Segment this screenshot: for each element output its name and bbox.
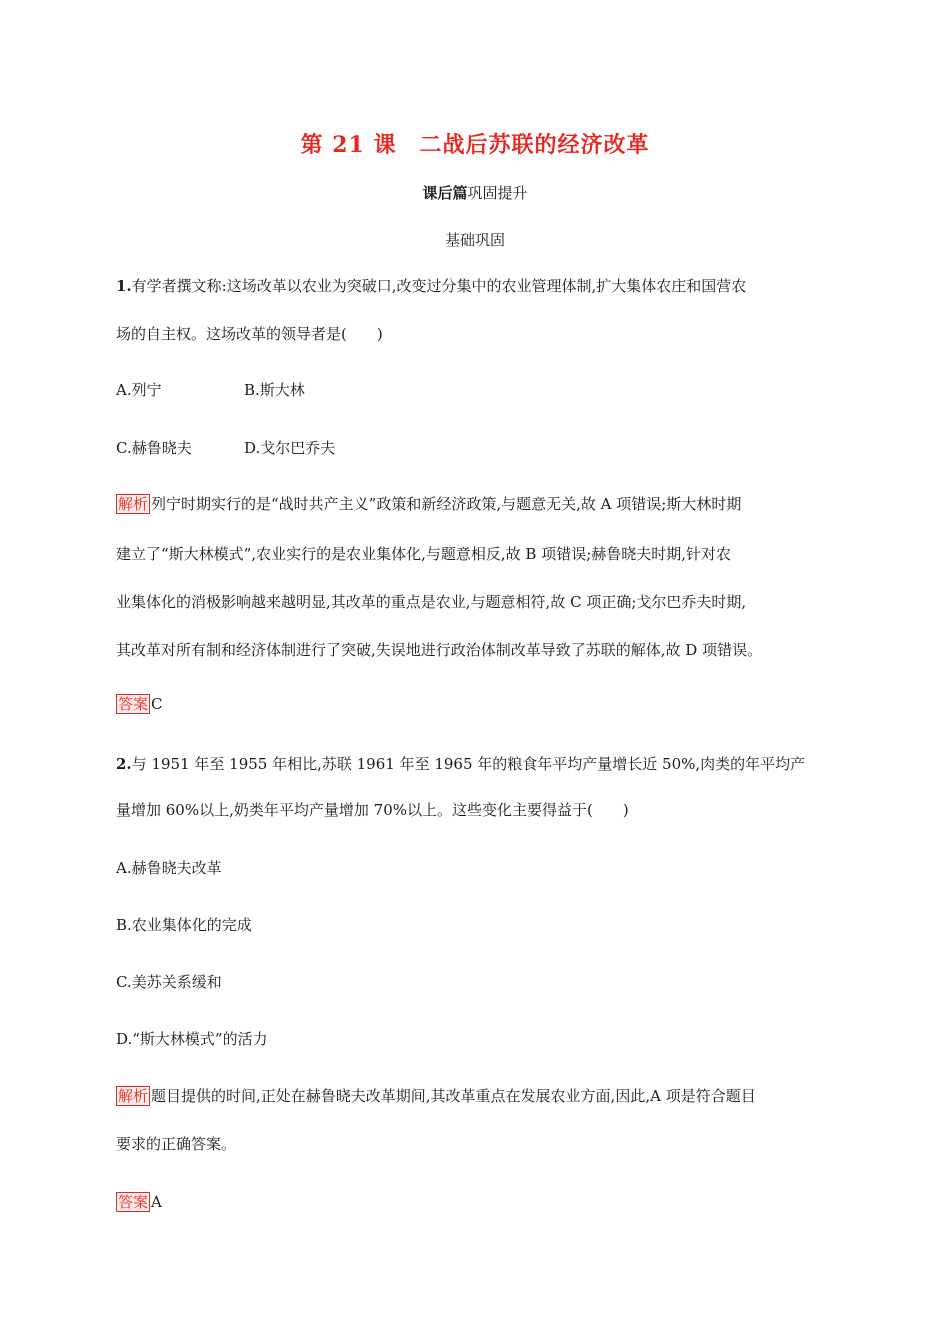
q1-answer-tag: 答案 xyxy=(118,695,149,713)
subtitle-bold: 课后篇 xyxy=(422,184,468,202)
q1-analysis-line4: 其改革对所有制和经济体制进行了突破,失误地进行政治体制改革导致了苏联的解体,故 D 项错误。 xyxy=(116,641,763,659)
q1-answer xyxy=(116,694,836,714)
q2-answer xyxy=(116,1192,836,1212)
q2-option-d: D.“斯大林模式”的活力 xyxy=(116,1030,268,1048)
q2-option-b: B.农业集体化的完成 xyxy=(116,916,252,934)
q1-analysis-text1: 列宁时期实行的是“战时共产主义”政策和新经济政策,与题意无关,故 A 项错误;斯大林时期 xyxy=(151,495,742,513)
q1-stem-text1: 有学者撰文称:这场改革以农业为突破口,改变过分集中的农业管理体制,扩大集体农庄和国营农 xyxy=(131,277,747,295)
q1-option-b: B.斯大林 xyxy=(244,381,305,399)
q2-stem-line1 xyxy=(116,754,836,774)
q2-analysis-tag: 解析 xyxy=(118,1087,149,1105)
q1-analysis-line2: 建立了“斯大林模式”,农业实行的是农业集体化,与题意相反,故 B 项错误;赫鲁晓夫时期,针对农 xyxy=(116,545,732,563)
q2-stem-line2: 量增加 60%以上,奶类年平均产量增加 70%以上。这些变化主要得益于( ) xyxy=(116,801,629,819)
q2-answer-value: A xyxy=(151,1193,162,1211)
q1-answer-value: C xyxy=(151,695,163,713)
q1-number: 1. xyxy=(116,277,132,295)
q2-analysis-line1 xyxy=(116,1086,836,1106)
q2-number: 2. xyxy=(116,755,132,773)
q2-analysis-text1: 题目提供的时间,正处在赫鲁晓夫改革期间,其改革重点在发展农业方面,因此,A 项是符合题目 xyxy=(151,1087,756,1105)
subtitle-rest: 巩固提升 xyxy=(467,184,528,202)
q2-analysis-line2: 要求的正确答案。 xyxy=(116,1135,237,1153)
section-heading: 基础巩固 xyxy=(444,231,505,249)
q1-option-a: A.列宁 xyxy=(116,381,162,399)
q2-option-a: A.赫鲁晓夫改革 xyxy=(116,859,222,877)
q2-stem-text1: 与 1951 年至 1955 年相比,苏联 1961 年至 1965 年的粮食年平均产量增长近 50%,肉类的年平均产 xyxy=(131,755,806,773)
q1-analysis-line1 xyxy=(116,494,836,514)
q2-option-c: C.美苏关系缓和 xyxy=(116,973,222,991)
subtitle xyxy=(0,182,950,203)
q1-analysis-line3: 业集体化的消极影响越来越明显,其改革的重点是农业,与题意相符,故 C 项正确;戈尔巴乔夫时期, xyxy=(116,593,747,611)
q1-stem-line1 xyxy=(116,276,836,296)
q1-option-c: C.赫鲁晓夫 xyxy=(116,439,192,457)
lesson-title: 第 21 课 二战后苏联的经济改革 xyxy=(300,132,650,158)
q1-analysis-tag: 解析 xyxy=(118,495,149,513)
q1-stem-line2: 场的自主权。这场改革的领导者是( ) xyxy=(116,325,383,343)
q2-answer-tag: 答案 xyxy=(118,1193,149,1211)
q1-option-d: D.戈尔巴乔夫 xyxy=(244,439,336,457)
